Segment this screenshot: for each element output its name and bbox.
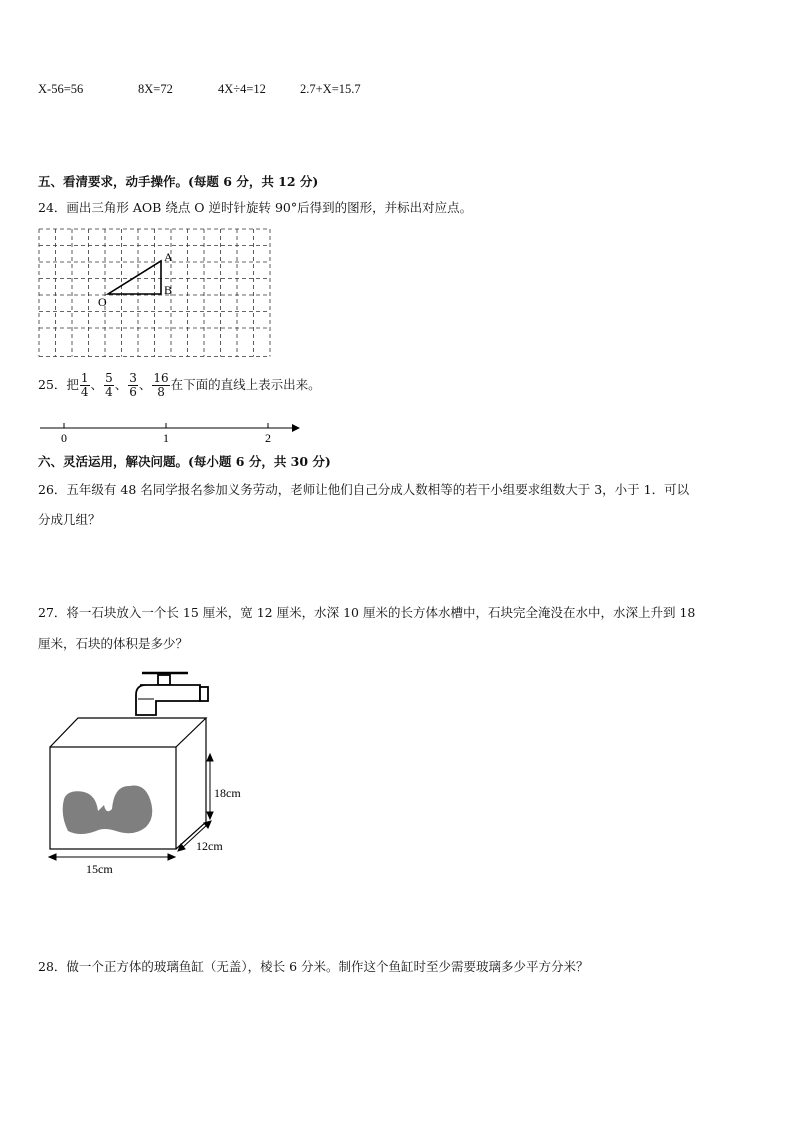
triangle-aob [108,261,161,294]
label-a: A [164,250,173,264]
label-b: B [164,283,173,297]
fraction-4-num: 16 [153,371,169,385]
fraction-4 [152,372,169,399]
fraction-3-den: 6 [129,385,137,399]
water-tank-figure [40,665,270,880]
fraction-3-num: 3 [129,371,137,385]
rotation-grid [38,228,270,358]
fraction-2-num: 5 [105,371,113,385]
question-27-line-1: 27．将一石块放入一个长 15 厘米，宽 12 厘米，水深 10 厘米的长方体水槽中，石块完全淹没在水中，水深上升到 18 [38,605,696,620]
tick-1: 1 [163,431,169,445]
question-25 [38,370,321,400]
q25-suffix: 在下面的直线上表示出来。 [170,377,321,392]
fraction-3 [128,372,138,399]
label-o: O [98,295,107,309]
height-label: 18cm [214,786,241,800]
section-5-heading: 五、看清要求，动手操作。(每题 6 分，共 12 分) [38,174,319,189]
fraction-4-den: 8 [157,385,165,399]
fraction-2-den: 4 [105,385,113,399]
tick-2: 2 [265,431,271,445]
question-24: 24．画出三角形 AOB 绕点 O 逆时针旋转 90°后得到的图形，并标出对应点。 [38,200,473,215]
separator: 、 [90,377,104,392]
separator: 、 [114,377,128,392]
equation-1: X-56=56 [38,82,84,96]
tank-top-edge [50,718,206,747]
question-28: 28．做一个正方体的玻璃鱼缸（无盖），棱长 6 分米。制作这个鱼缸时至少需要玻璃多少平方分米？ [38,959,589,974]
width-label: 12cm [196,839,223,853]
length-label: 15cm [86,862,113,876]
question-27-line-2: 厘米，石块的体积是多少？ [38,636,189,651]
tick-0: 0 [61,431,67,445]
fraction-1-num: 1 [80,371,89,385]
q25-prefix: 25．把 [38,377,79,392]
fraction-1 [80,372,90,399]
question-26-line-2: 分成几组？ [38,512,101,527]
equation-3: 4X÷4=12 [218,82,266,96]
faucet-icon [136,673,208,715]
number-line [36,420,306,444]
separator: 、 [138,377,152,392]
section-6-heading: 六、灵活运用，解决问题。(每小题 6 分，共 30 分) [38,454,331,469]
equation-4: 2.7+X=15.7 [300,82,361,96]
equation-2: 8X=72 [138,82,173,96]
fraction-1-den: 4 [80,385,89,399]
stone-shape [63,786,153,834]
fraction-2 [104,372,114,399]
question-26-line-1: 26．五年级有 48 名同学报名参加义务劳动，老师让他们自己分成人数相等的若干小组要求组数大于 3，小于 1．可以 [38,482,690,497]
arrow-head [292,424,300,432]
